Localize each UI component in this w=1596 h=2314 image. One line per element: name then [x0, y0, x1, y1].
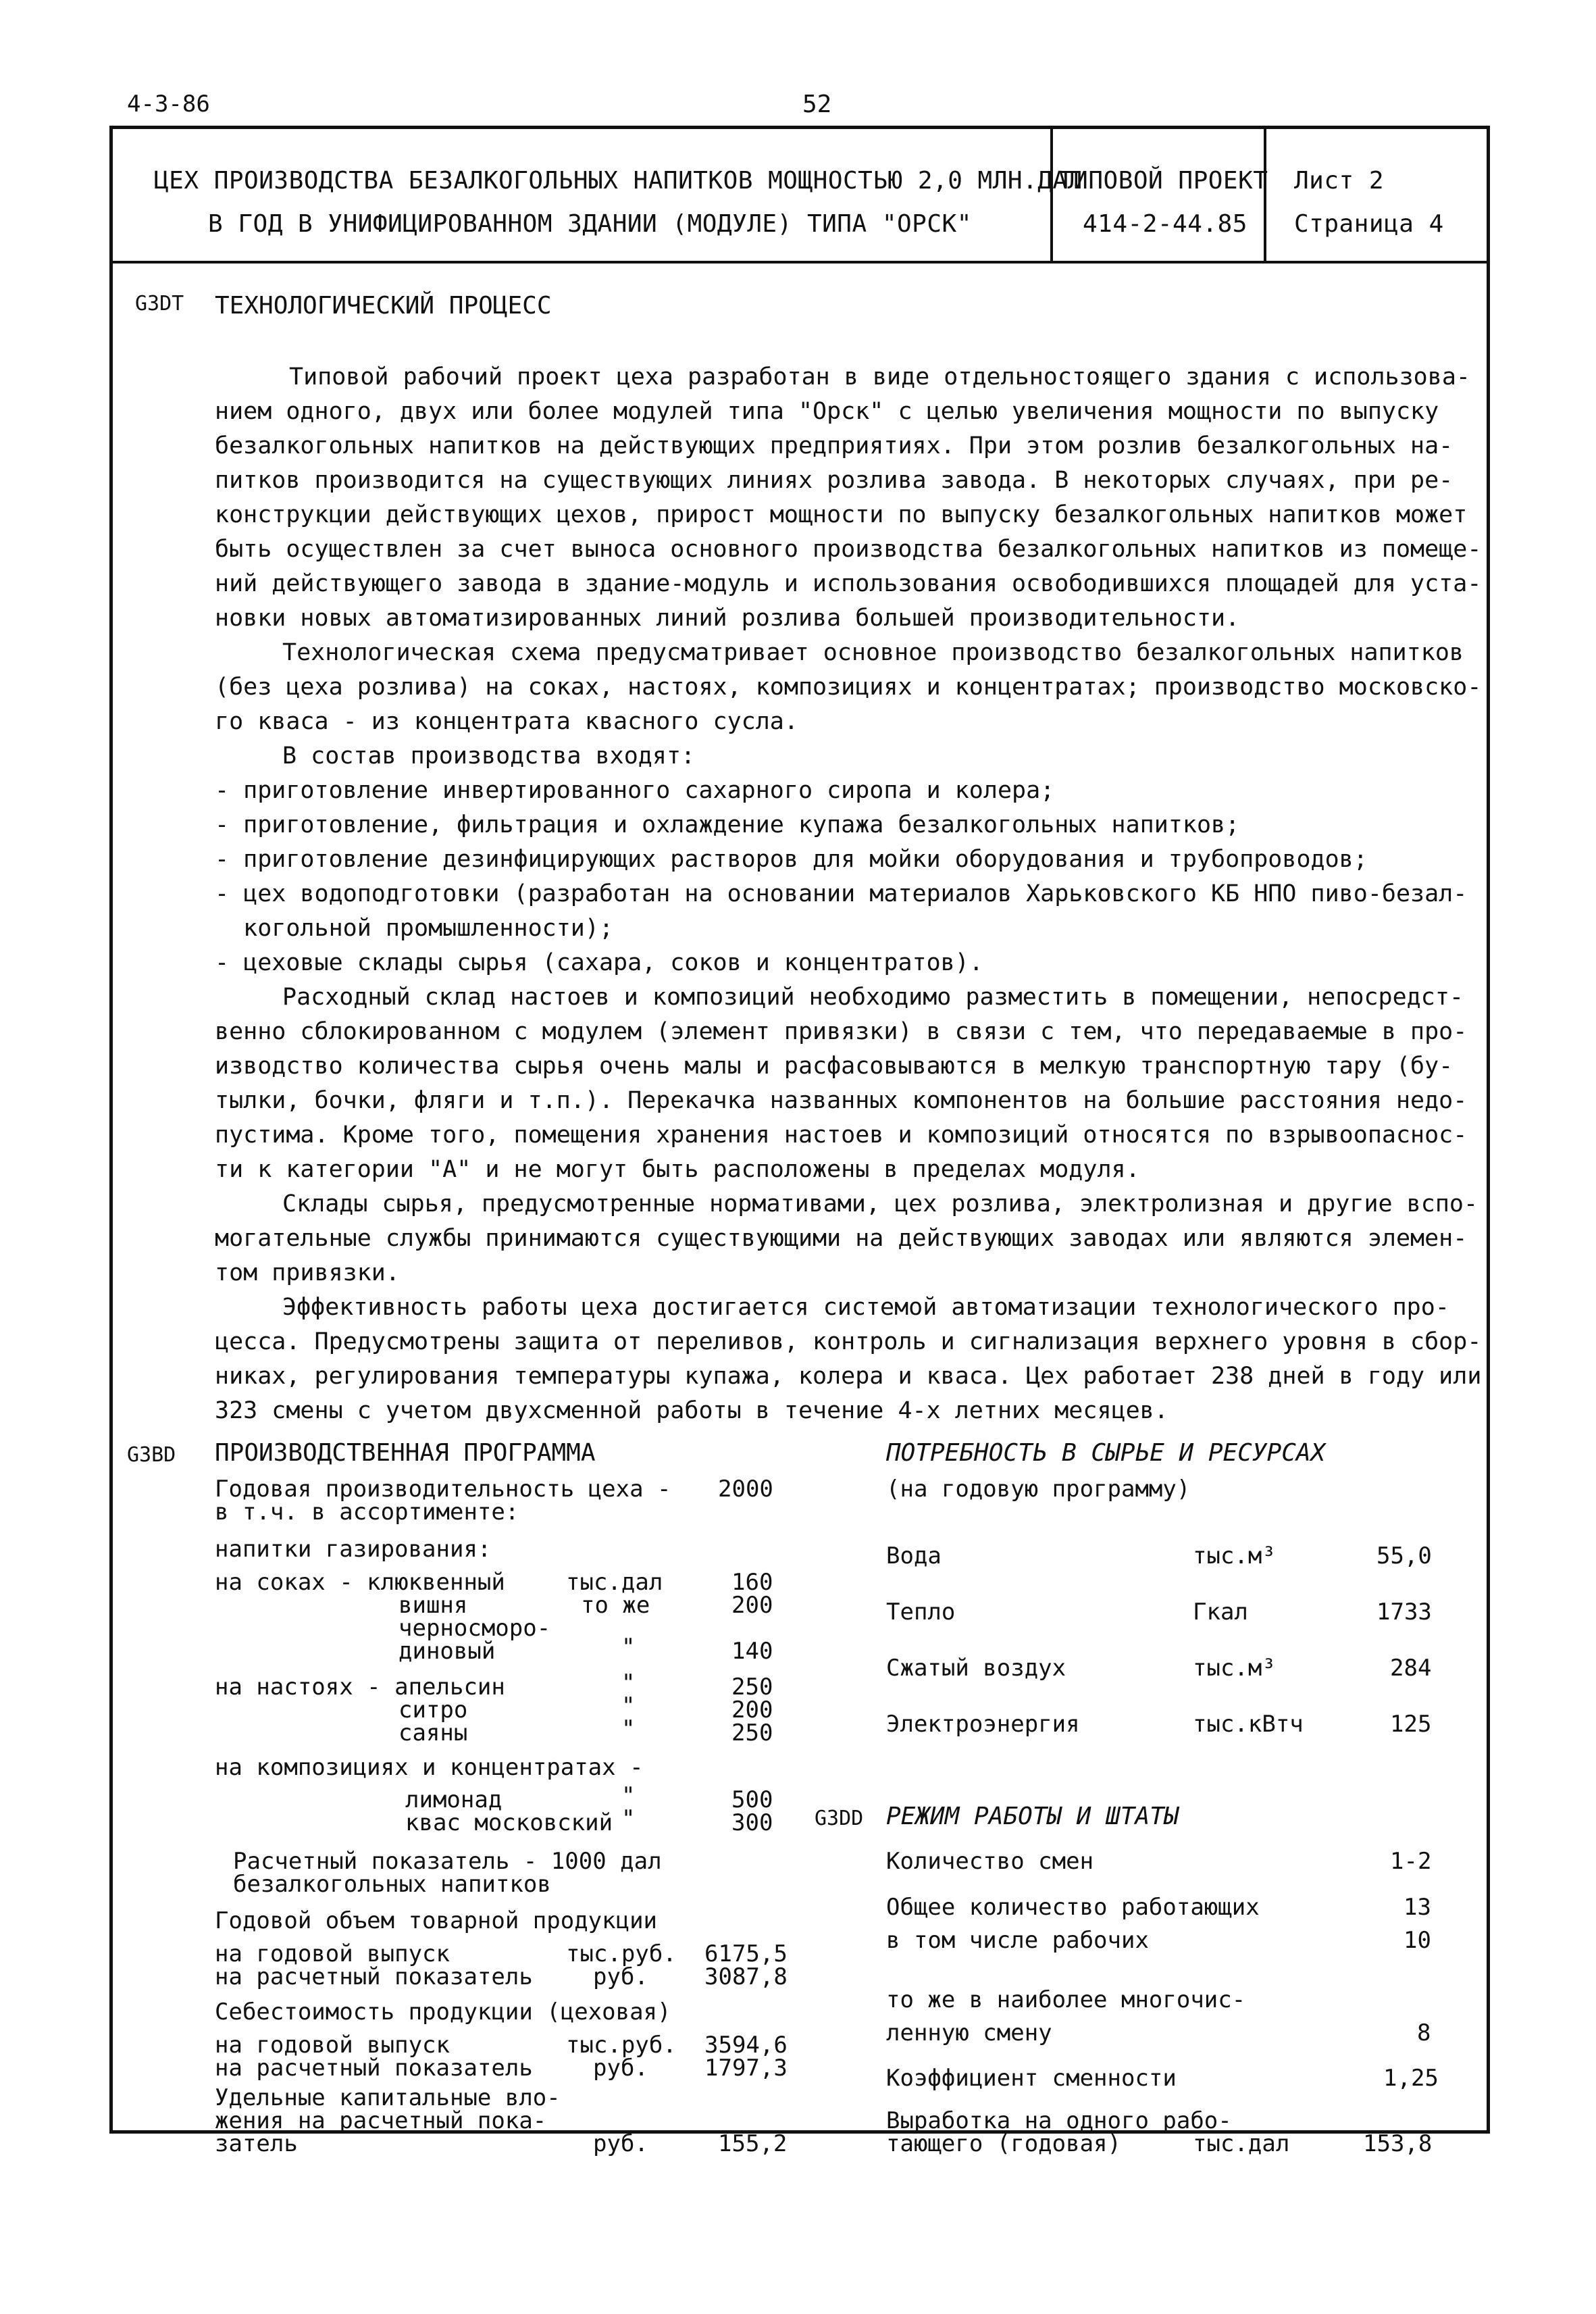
value-cost-annual: 3594,6 — [704, 2032, 788, 2059]
resource-unit: тыс.м³ — [1193, 1655, 1276, 1682]
text-line: изводство количества сырья очень малы и расфасовываются в мелкую транспортную тару (бу- — [215, 1053, 1453, 1080]
output-value: 153,8 — [1363, 2130, 1433, 2157]
text-line: питков производится на существующих линиях розлива завода. В некоторых случаях, при ре- — [215, 467, 1453, 494]
capex-label-2: жения на расчетный пока- — [215, 2107, 547, 2134]
juices-klyukva-label: на соках - клюквенный — [215, 1569, 505, 1596]
shifts-value: 1-2 — [1390, 1848, 1432, 1875]
commodity-label: Годовой объем товарной продукции — [215, 1907, 658, 1934]
output-label-1: Выработка на одного рабо- — [886, 2107, 1232, 2134]
section-code-program: G3BD — [127, 1443, 176, 1467]
unit-label: руб. — [593, 2130, 648, 2157]
value-commodity-annual: 6175,5 — [704, 1940, 788, 1967]
text-line: Эффективность работы цеха достигается системой автоматизации технологического про- — [282, 1294, 1449, 1321]
capex-label-1: Удельные капитальные вло- — [215, 2084, 561, 2111]
text-line: (без цеха розлива) на соках, настоях, композициях и концентратах; производство московско- — [215, 674, 1482, 701]
infusions-apelsin-label: на настоях - апельсин — [215, 1674, 505, 1701]
annual-capacity-label: Годовая производительность цеха - — [215, 1476, 671, 1503]
text-line: - приготовление, фильтрация и охлаждение купажа безалкогольных напитков; — [215, 811, 1240, 838]
value-capex: 155,2 — [718, 2130, 788, 2157]
document-code: 4-3-86 — [127, 91, 210, 118]
text-line: - приготовление дезинфицирующих растворов для мойки оборудования и трубопроводов; — [215, 846, 1368, 873]
tech-process-text — [215, 360, 1482, 1428]
chern-label-2: диновый — [398, 1638, 496, 1665]
unit-label: тыс.дал — [566, 1569, 663, 1596]
section-title-staff: РЕЖИМ РАБОТЫ И ШТАТЫ — [886, 1803, 1179, 1830]
value-kvas: 300 — [731, 1809, 773, 1836]
sitro-label: ситро — [398, 1696, 468, 1724]
workers-incl-value: 10 — [1404, 1927, 1431, 1954]
resource-unit: тыс.кВтч — [1193, 1711, 1304, 1738]
text-line: - приготовление инвертированного сахарного сиропа и колера; — [215, 777, 1055, 804]
unit-label: руб. — [593, 1963, 648, 1990]
capex-label-3: затель — [215, 2130, 298, 2157]
commodity-calc-label: на расчетный показатель — [215, 1963, 533, 1990]
text-line: когольной промышленности); — [215, 915, 614, 942]
annual-capacity-value: 2000 — [718, 1476, 773, 1503]
value-commodity-calc: 3087,8 — [704, 1963, 788, 1990]
resource-name: Вода — [886, 1542, 942, 1569]
resource-value: 284 — [1390, 1655, 1432, 1682]
text-line: - цех водоподготовки (разработан на основании материалов Харьковского КБ НПО пиво-безал- — [215, 880, 1468, 907]
ditto-mark: " — [621, 1634, 636, 1661]
cost-calc-label: на расчетный показатель — [215, 2055, 533, 2082]
ditto-mark: " — [621, 1669, 636, 1696]
text-line: нием одного, двух или более модулей типа "Орск" с целью увеличения мощности по выпуску — [215, 398, 1439, 425]
value-chern: 140 — [731, 1638, 773, 1665]
cost-annual-label: на годовой выпуск — [215, 2032, 450, 2059]
shifts-label: Количество смен — [886, 1848, 1094, 1875]
workers-incl-label: в том числе рабочих — [886, 1927, 1149, 1954]
text-line: том привязки. — [215, 1259, 400, 1286]
compositions-label: на композициях и концентратах - — [215, 1754, 644, 1781]
resource-value: 55,0 — [1376, 1542, 1432, 1569]
value-limonad: 500 — [731, 1786, 773, 1813]
workers-total-label: Общее количество работающих — [886, 1894, 1260, 1921]
kvas-label: квас московский — [405, 1809, 613, 1836]
header-title-line-1: ЦЕХ ПРОИЗВОДСТВА БЕЗАЛКОГОЛЬНЫХ НАПИТКОВ МОЩНОСТЬЮ 2,0 МЛН.ДАЛ — [154, 167, 1083, 195]
text-line: Типовой рабочий проект цеха разработан в виде отдельностоящего здания с использова- — [289, 363, 1470, 391]
text-line: никах, регулирования температуры купажа, колера и кваса. Цех работает 238 дней в году или — [215, 1363, 1482, 1390]
ditto-mark: " — [621, 1782, 636, 1809]
value-sitro: 200 — [731, 1696, 773, 1724]
ditto-mark: " — [621, 1692, 636, 1719]
resource-name: Электроэнергия — [886, 1711, 1080, 1738]
output-unit: тыс.дал — [1193, 2130, 1290, 2157]
title-block-divider — [109, 261, 1490, 263]
header-project-code: 414-2-44.85 — [1083, 210, 1247, 238]
vishnya-label: вишня — [398, 1592, 468, 1619]
text-line: венно сблокированном с модулем (элемент привязки) в связи с тем, что передаваемые в про- — [215, 1018, 1468, 1045]
section-title-program: ПРОИЗВОДСТВЕННАЯ ПРОГРАММА — [215, 1439, 596, 1467]
ditto-mark: " — [621, 1805, 636, 1832]
max-shift-label-2: ленную смену — [886, 2019, 1052, 2046]
text-line: ний действующего завода в здание-модуль и использования освободившихся площадей для уста- — [215, 570, 1482, 597]
section-code-tech: G3DT — [135, 292, 184, 316]
resource-name: Сжатый воздух — [886, 1655, 1066, 1682]
text-line: - цеховые склады сырья (сахара, соков и концентратов). — [215, 949, 983, 976]
unit-ditto-label: то же — [581, 1592, 650, 1619]
coef-value: 1,25 — [1383, 2065, 1439, 2092]
value-sayany: 250 — [731, 1719, 773, 1746]
calc-indicator-line-2: безалкогольных напитков — [233, 1871, 551, 1898]
resource-unit: тыс.м³ — [1193, 1542, 1276, 1569]
header-title-line-2: В ГОД В УНИФИЦИРОВАННОМ ЗДАНИИ (МОДУЛЕ) ТИПА "ОРСК" — [208, 210, 972, 238]
text-line: ти к категории "А" и не могут быть расположены в пределах модуля. — [215, 1156, 1140, 1183]
coef-label: Коэффициент сменности — [886, 2065, 1177, 2092]
unit-label: руб. — [593, 2055, 648, 2082]
resource-value: 1733 — [1376, 1599, 1432, 1626]
text-line: В состав производства входят: — [282, 743, 696, 770]
text-line: могательные службы принимаются существующими на действующих заводах или являются элемен- — [215, 1225, 1468, 1252]
limonad-label: лимонад — [405, 1786, 503, 1813]
resources-subtitle: (на годовую программу) — [886, 1476, 1191, 1503]
workers-total-value: 13 — [1404, 1894, 1431, 1921]
text-line: Склады сырья, предусмотренные нормативами, цех розлива, электролизная и другие вспо- — [282, 1190, 1478, 1217]
header-sheet: Лист 2 — [1294, 167, 1385, 195]
header-project-label: ТИПОВОЙ ПРОЕКТ — [1058, 167, 1268, 195]
page-number: 52 — [802, 91, 832, 118]
text-line: цесса. Предусмотрены защита от переливов, контроль и сигнализация верхнего уровня в сбор- — [215, 1328, 1482, 1355]
output-label-2: тающего (годовая) — [886, 2130, 1121, 2157]
text-line: Расходный склад настоев и композиций необходимо разместить в помещении, непосредст- — [282, 984, 1464, 1011]
max-shift-value: 8 — [1417, 2019, 1431, 2046]
text-line: тылки, бочки, фляги и т.п.). Перекачка названных компонентов на большие расстояния недо- — [215, 1087, 1468, 1114]
section-title-tech: ТЕХНОЛОГИЧЕСКИЙ ПРОЦЕСС — [215, 292, 552, 320]
unit-label: тыс.руб. — [566, 1940, 677, 1967]
chern-label-1: черносморо- — [398, 1615, 551, 1642]
value-vishnya: 200 — [731, 1592, 773, 1619]
calc-indicator-line-1: Расчетный показатель - 1000 дал — [233, 1848, 662, 1875]
cost-label: Себестоимость продукции (цеховая) — [215, 1998, 671, 2026]
text-line: безалкогольных напитков на действующих предприятиях. При этом розлив безалкогольных на- — [215, 432, 1453, 459]
text-line: Технологическая схема предусматривает основное производство безалкогольных напитков — [282, 639, 1464, 666]
ditto-mark: " — [621, 1715, 636, 1742]
sayany-label: саяны — [398, 1719, 468, 1746]
max-shift-label-1: то же в наиболее многочис- — [886, 1986, 1246, 2013]
value-cost-calc: 1797,3 — [704, 2055, 788, 2082]
resource-name: Тепло — [886, 1599, 956, 1626]
resource-value: 125 — [1390, 1711, 1432, 1738]
assortment-label: в т.ч. в ассортименте: — [215, 1499, 519, 1526]
unit-label: тыс.руб. — [566, 2032, 677, 2059]
section-code-staff: G3DD — [815, 1807, 864, 1830]
gas-drinks-label: напитки газирования: — [215, 1536, 492, 1563]
text-line: конструкции действующих цехов, прирост мощности по выпуску безалкогольных напитков может — [215, 501, 1468, 528]
header-page: Страница 4 — [1294, 210, 1444, 238]
text-line: быть осуществлен за счет выноса основного производства безалкогольных напитков из помеще- — [215, 536, 1482, 563]
text-line: новки новых автоматизированных линий розлива большей производительности. — [215, 605, 1240, 632]
resource-unit: Гкал — [1193, 1599, 1248, 1626]
text-line: 323 смены с учетом двухсменной работы в течение 4-х летних месяцев. — [215, 1397, 1168, 1424]
value-apelsin: 250 — [731, 1674, 773, 1701]
text-line: го кваса - из концентрата квасного сусла. — [215, 708, 798, 735]
text-line: пустима. Кроме того, помещения хранения настоев и композиций относятся по взрывоопаснос- — [215, 1122, 1468, 1149]
commodity-annual-label: на годовой выпуск — [215, 1940, 450, 1967]
section-title-resources: ПОТРЕБНОСТЬ В СЫРЬЕ И РЕСУРСАХ — [886, 1439, 1326, 1467]
value-klyukva: 160 — [731, 1569, 773, 1596]
